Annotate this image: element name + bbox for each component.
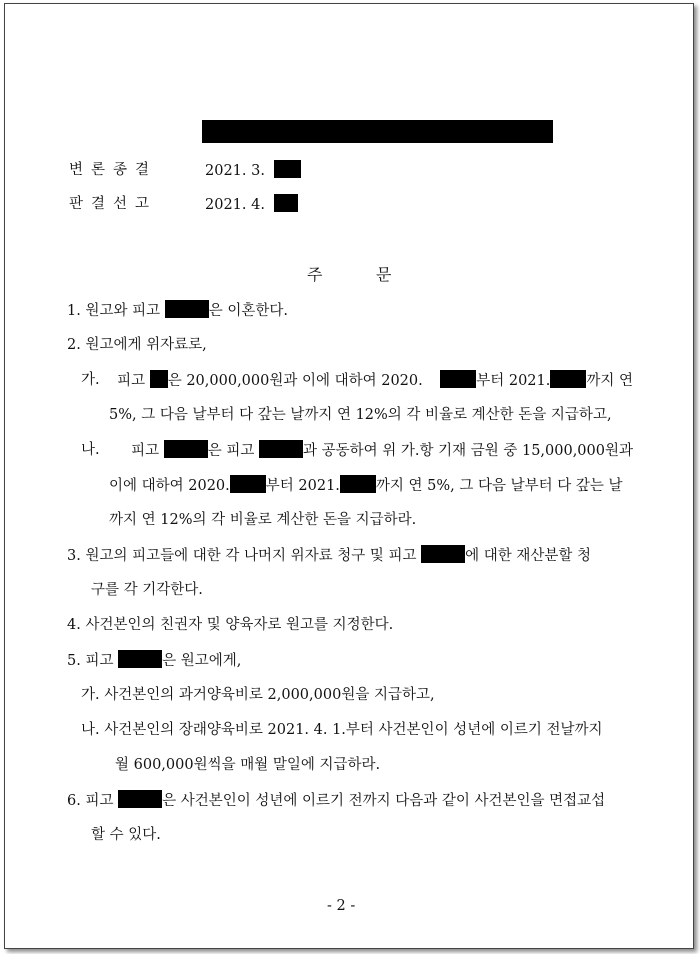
sub-label: 가. [81,372,100,388]
item-text: 과 공동하여 위 가.항 기재 금원 중 15,000,000원과 [303,443,633,459]
redacted-name [118,790,162,808]
item-text: 피고 [117,373,146,389]
order-item-3 [67,545,591,566]
order-item-2-ga-line2: 5%, 그 다음 날부터 다 갚는 날까지 연 12%의 각 비율로 계산한 돈을 지급하고, [109,407,612,423]
item-text: 은 사건본인이 성년에 이르기 전까지 다음과 같이 사건본인을 면접교섭 [162,793,606,809]
redacted-date [550,370,586,388]
order-item-5-ga: 가. 사건본인의 과거양육비로 2,000,000원을 지급하고, [81,687,435,703]
closing-date-text: 2021. 3. [205,163,265,179]
page-number: - 2 - [327,898,356,914]
order-item-6 [67,790,605,811]
item-number: 1. [67,303,81,319]
redacted-name [164,440,208,458]
redacted-name [421,545,465,563]
item-text: 원고와 피고 [85,303,161,319]
redacted-name [118,650,162,668]
order-item-2-na-line2 [109,475,622,496]
closing-label: 변론종결 [69,162,158,178]
redacted-date [230,475,266,493]
order-item-5 [67,650,241,671]
order-item-3-line2: 구를 각 기각한다. [91,582,203,598]
order-item-5-na: 나. 사건본인의 장래양육비로 2021. 4. 1.부터 사건본인이 성년에 이르기 전날까지 [81,722,603,738]
item-text: 까지 연 5%, 그 다음 날부터 다 갚는 날 [375,478,623,494]
item-text: 은 원고에게, [162,653,242,669]
item-text: 에 대한 재산분할 청 [465,548,591,564]
item-text: 6. 피고 [67,793,114,809]
item-text: 이에 대하여 2020. [109,478,230,494]
redacted-name [150,370,168,388]
item-text: 부터 2021. [265,478,340,494]
sub-label: 나. [81,442,100,458]
redacted-day [274,194,298,212]
redacted-day [274,160,301,178]
order-item-2-na [81,440,633,461]
redacted-heading [202,120,553,143]
item-text: 5. 피고 [67,653,114,669]
item-text: 까지 연 [586,373,633,389]
order-item-5-na-line2: 월 600,000원씩을 매월 말일에 지급하라. [115,757,381,773]
ruling-date [205,194,298,215]
document-page [4,3,694,949]
item-text: 피고 [131,443,160,459]
order-item-4: 4. 사건본인의 친권자 및 양육자로 원고를 지정한다. [67,617,394,633]
redacted-date [340,475,376,493]
closing-date [205,160,301,181]
item-text: 은 이혼한다. [208,303,288,319]
order-item-2-na-line3: 까지 연 12%의 각 비율로 계산한 돈을 지급하라. [109,512,417,528]
order-item-6-line2: 할 수 있다. [91,827,161,843]
item-text: 3. 원고의 피고들에 대한 각 나머지 위자료 청구 및 피고 [67,548,417,564]
order-item-2-ga [81,370,633,391]
redacted-name [165,300,209,318]
item-text: 은 피고 [207,443,255,459]
order-item-1 [67,300,288,321]
redacted-name [259,440,303,458]
order-item-2: 2. 원고에게 위자료로, [67,337,207,353]
item-text: 부터 2021. [476,373,551,389]
item-text: 은 20,000,000원과 이에 대하여 2020. [167,373,423,389]
ruling-label: 판결선고 [69,196,158,212]
redacted-date [440,370,476,388]
section-title-left: 주 [307,265,323,284]
ruling-date-text: 2021. 4. [205,197,265,213]
section-title-right: 문 [376,265,392,284]
